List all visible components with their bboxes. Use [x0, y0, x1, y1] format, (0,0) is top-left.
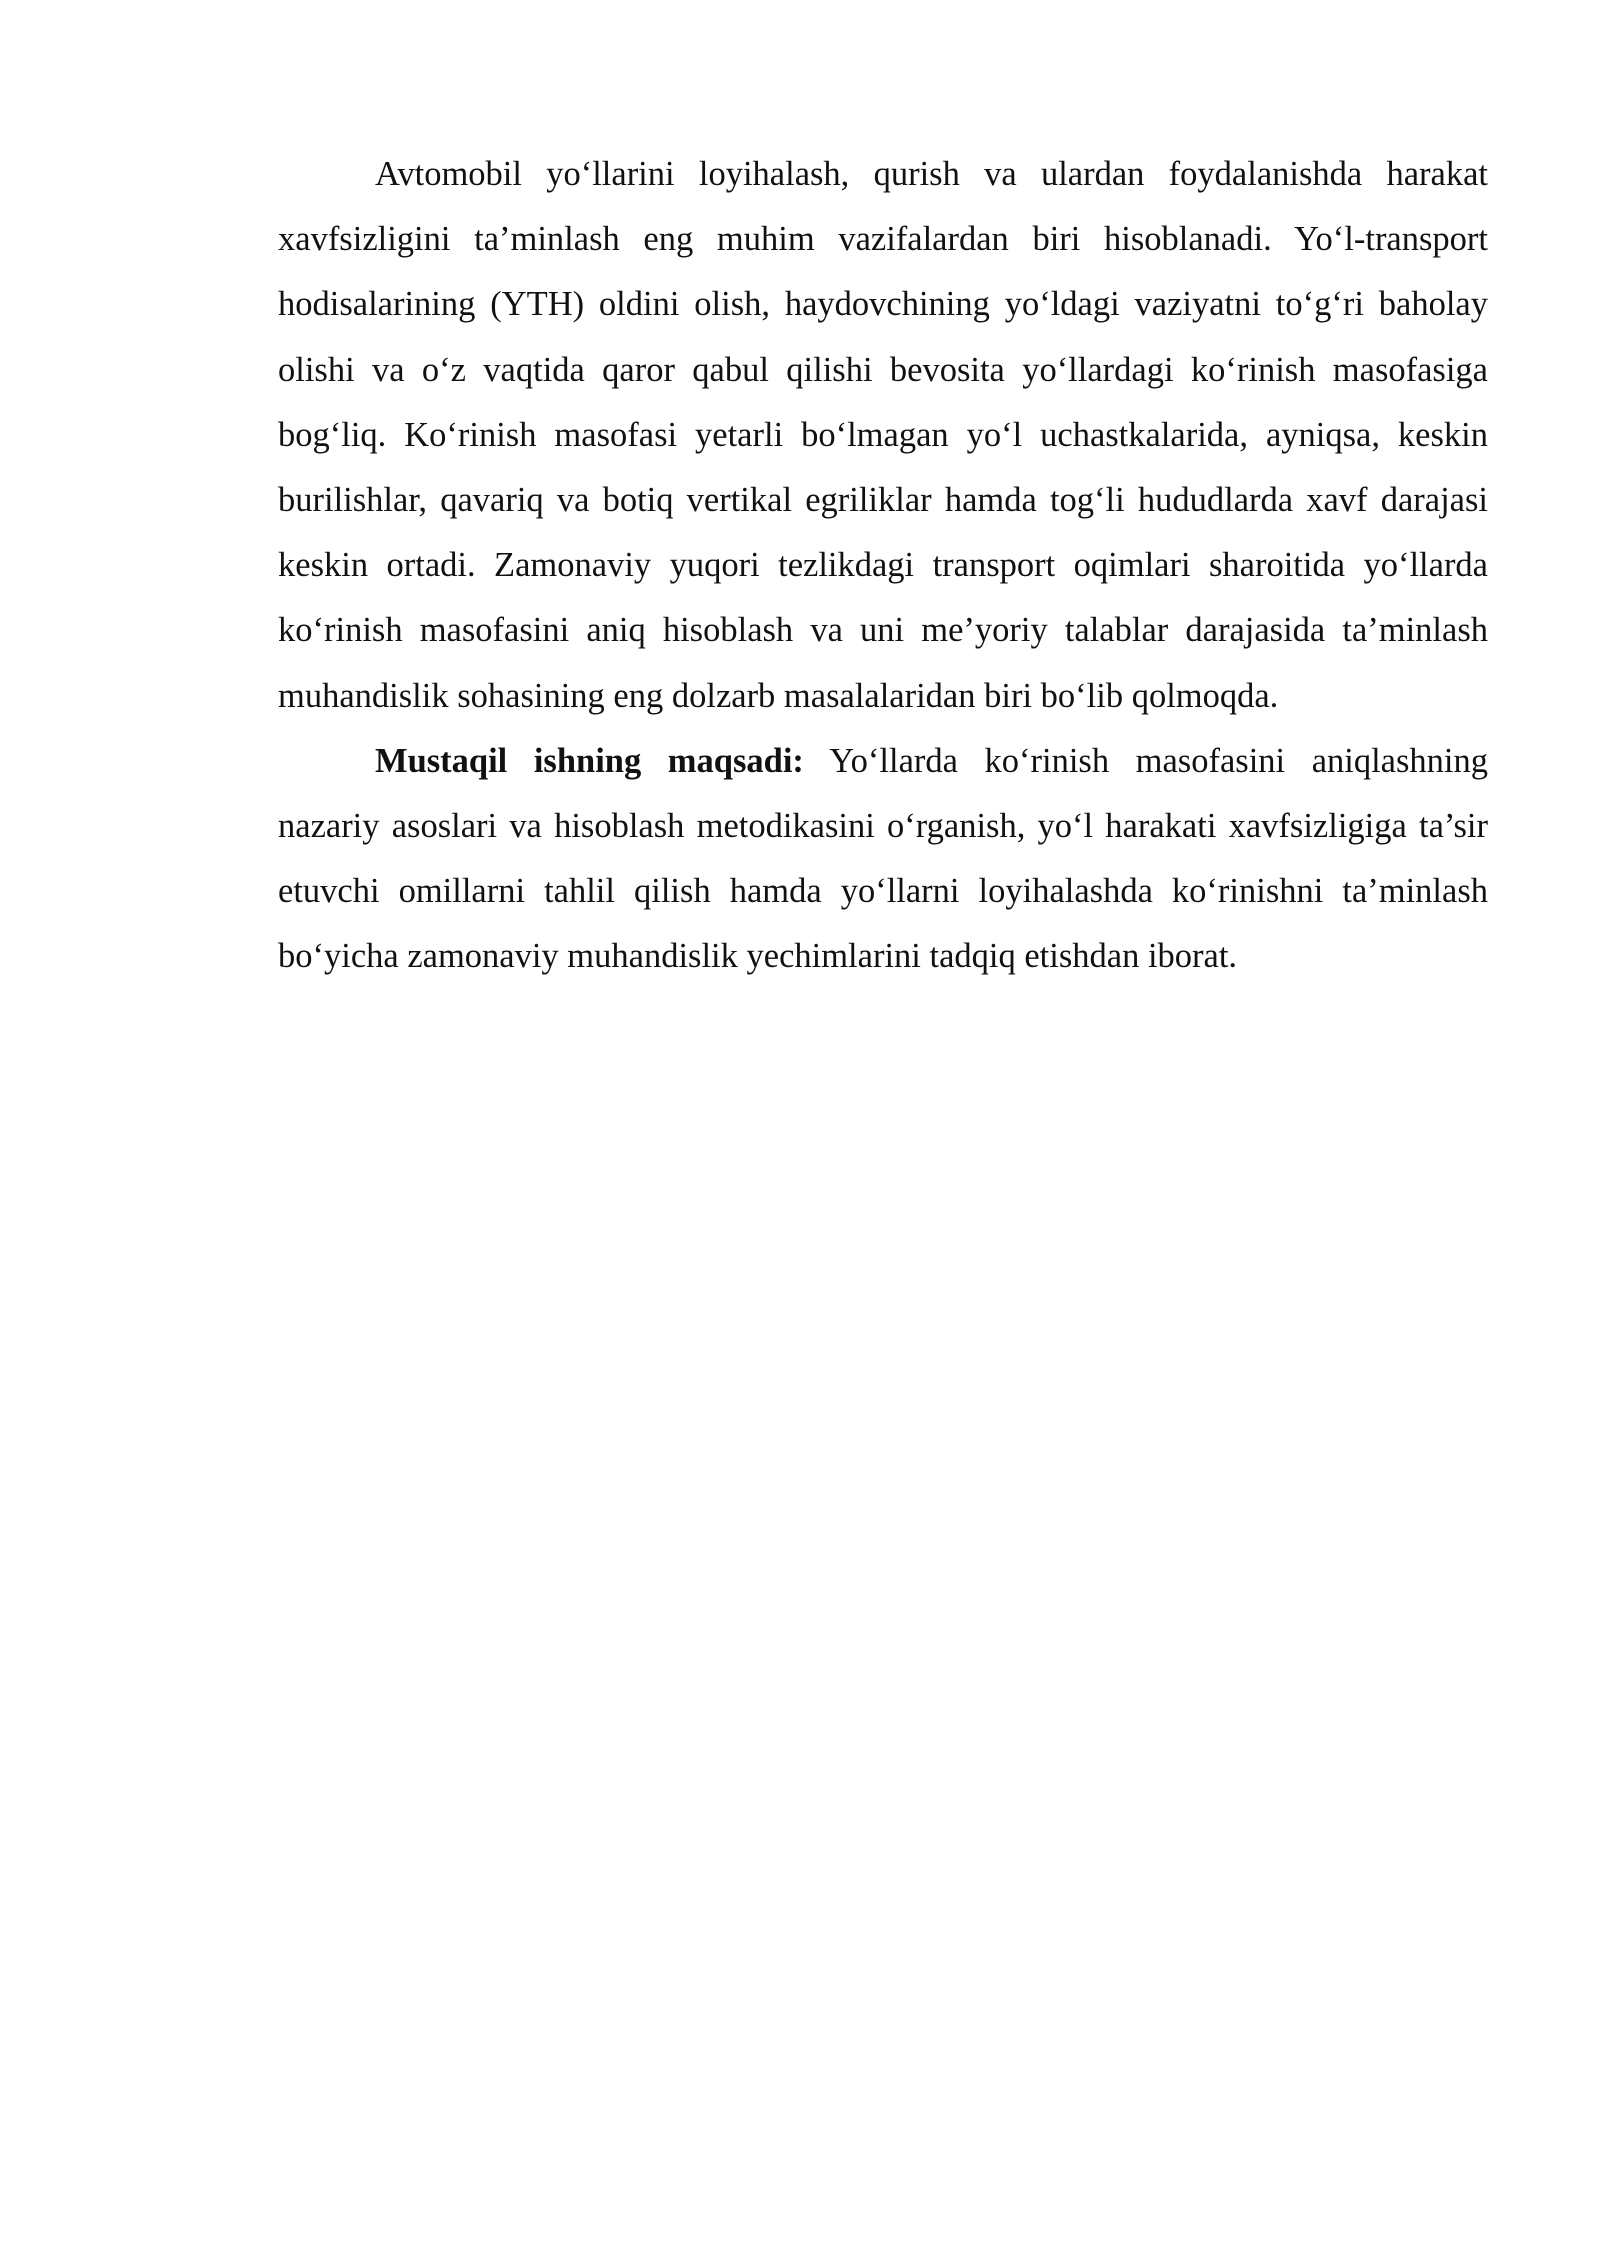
intro-paragraph: Avtomobil yo‘llarini loyihalash, qurish va ulardan foydalanishda harakat xavfsizligini ta’minlash eng muhim vazifalardan biri hisoblanadi. Yo‘l-transport hodisalarining (YTH) oldini olish, haydovchining yo‘ldagi vaziyatni to‘g‘ri baholay olishi va o‘z vaqtida qaror qabul qilishi bevosita yo‘llardagi ko‘rinish masofasiga bog‘liq. Ko‘rinish masofasi yetarli bo‘lmagan yo‘l uchastkalarida, ayniqsa, keskin burilishlar, qavariq va botiq vertikal egriliklar hamda tog‘li hududlarda xavf darajasi keskin ortadi. Zamonaviy yuqori tezlikdagi transport oqimlari sharoitida yo‘llarda ko‘rinish masofasini aniq hisoblash va uni me’yoriy talablar darajasida ta’minlash muhandislik sohasining eng dolzarb masalalaridan biri bo‘lib qolmoqda.	[278, 155, 1488, 715]
goal-paragraph	[278, 729, 1488, 990]
document-body	[278, 142, 1488, 990]
goal-heading: Mustaqil ishning maqsadi:	[375, 741, 804, 780]
goal-text: Yo‘llarda ko‘rinish masofasini aniqlashning nazariy asoslari va hisoblash metodikasini o‘rganish, yo‘l harakati xavfsizligiga ta’sir etuvchi omillarni tahlil qilish hamda yo‘llarni loyihalashda ko‘rinishni ta’minlash bo‘yicha zamonaviy muhandislik yechimlarini tadqiq etishdan iborat.	[278, 741, 1489, 976]
